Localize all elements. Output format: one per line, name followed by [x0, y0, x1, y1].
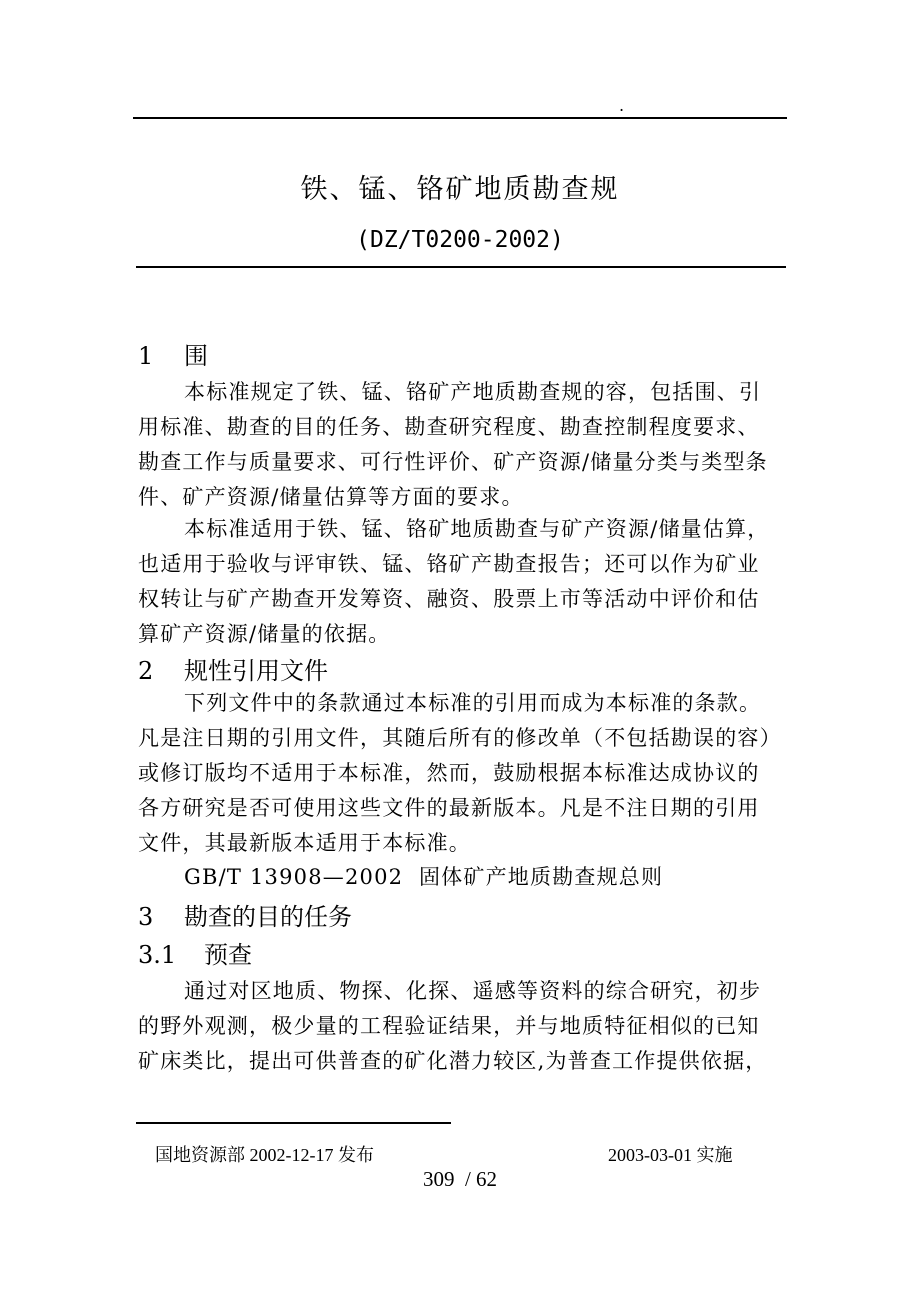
section-3-1-heading	[138, 935, 252, 970]
section-2-heading	[138, 651, 328, 686]
paragraph-line: 勘查工作与质量要求、可行性评价、矿产资源/储量分类与类型条	[138, 450, 768, 474]
paragraph-line: 下列文件中的条款通过本标准的引用而成为本标准的条款。	[184, 691, 762, 715]
paragraph-line: 件、矿产资源/储量估算等方面的要求。	[138, 485, 524, 509]
page-number: 309 / 62	[422, 1167, 498, 1191]
paragraph-line: 权转让与矿产勘查开发筹资、融资、股票上市等活动中评价和估	[138, 587, 760, 611]
paragraph-line: 算矿产资源/储量的依据。	[138, 622, 391, 646]
paragraph-line: 的野外观测，极少量的工程验证结果，并与地质特征相似的已知	[138, 1014, 760, 1038]
footer-rule	[136, 1122, 451, 1124]
paragraph-line: 矿床类比，提出可供普查的矿化潜力较区,为普查工作提供依据，	[138, 1049, 768, 1073]
section-3-heading	[138, 897, 352, 932]
section-number: 3.1	[138, 941, 177, 969]
title-rule	[136, 266, 786, 268]
document-code: (DZ/T0200-2002)	[356, 227, 564, 253]
paragraph-line: 本标准规定了铁、锰、铬矿产地质勘查规的容，包括围、引	[184, 380, 762, 404]
section-title: 勘查的目的任务	[184, 903, 352, 931]
section-number: 1	[138, 342, 154, 370]
paragraph-line: 凡是注日期的引用文件，其随后所有的修改单（不包括勘误的容）	[138, 726, 782, 750]
section-title: 预查	[204, 941, 252, 969]
issue-date: 国地资源部 2002-12-17 发布	[155, 1145, 374, 1165]
paragraph-line: 或修订版均不适用于本标准，然而，鼓励根据本标准达成协议的	[138, 761, 760, 785]
document-title: 铁、锰、铬矿地质勘查规	[300, 174, 620, 205]
paragraph-line: 本标准适用于铁、锰、铬矿地质勘查与矿产资源/储量估算，	[184, 517, 770, 541]
reference-line: GB/T 13908—2002 固体矿产地质勘查规总则	[184, 865, 664, 889]
section-number: 2	[138, 657, 154, 685]
section-title: 围	[184, 342, 208, 370]
section-1-heading	[138, 336, 208, 371]
section-number: 3	[138, 903, 154, 931]
header-dot: .	[619, 96, 625, 115]
paragraph-line: 通过对区地质、物探、化探、遥感等资料的综合研究，初步	[184, 979, 762, 1003]
paragraph-line: 各方研究是否可使用这些文件的最新版本。凡是不注日期的引用	[138, 796, 760, 820]
section-title: 规性引用文件	[184, 657, 328, 685]
effective-date: 2003-03-01 实施	[608, 1145, 733, 1165]
paragraph-line: 用标准、勘查的目的任务、勘查研究程度、勘查控制程度要求、	[138, 415, 760, 439]
paragraph-line: 也适用于验收与评审铁、锰、铬矿产勘查报告；还可以作为矿业	[138, 552, 760, 576]
paragraph-line: 文件，其最新版本适用于本标准。	[138, 831, 471, 855]
header-rule	[133, 117, 787, 119]
